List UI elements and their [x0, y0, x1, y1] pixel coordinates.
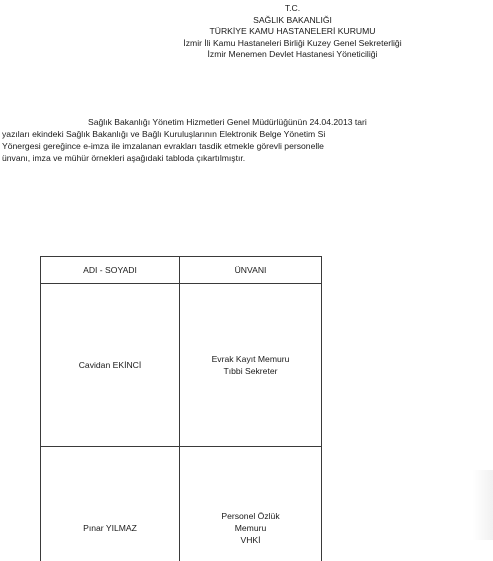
- header-hospital: İzmir Menemen Devlet Hastanesi Yöneticiliği: [207, 49, 378, 60]
- header-secretariat: İzmir İli Kamu Hastaneleri Birliği Kuzey Genel Sekreterliği: [183, 37, 402, 48]
- header-institution: TÜRKİYE KAMU HASTANELERİ KURUMU: [209, 26, 376, 37]
- body-line: Yönergesi gereğince e-imza ile imzalanan evrakları tasdik etmekle görevli personelle: [2, 141, 324, 151]
- column-header-title: ÜNVANI: [180, 257, 322, 284]
- letterhead: [0, 3, 493, 61]
- body-line: Sağlık Bakanlığı Yönetim Hizmetleri Genel Müdürlüğünün 24.04.2013 tari: [88, 117, 367, 127]
- body-line: yazıları ekindeki Sağlık Bakanlığı ve Bağlı Kuruluşlarının Elektronik Belge Yönetim Si: [2, 129, 326, 139]
- staff-name-cell: Pınar YILMAZ: [41, 447, 180, 561]
- body-paragraph: [2, 116, 493, 164]
- body-line: ünvanı, imza ve mühür örnekleri aşağıdaki tabloda çıkartılmıştır.: [2, 153, 246, 163]
- staff-title-cell: [180, 284, 322, 447]
- staff-name-cell: Cavidan EKİNCİ: [41, 284, 180, 447]
- title-line: Personel Özlük: [221, 511, 280, 521]
- table-header-row: [41, 257, 322, 284]
- staff-title-cell: [180, 447, 322, 561]
- title-line: VHKİ: [240, 535, 261, 545]
- header-country: T.C.: [284, 3, 301, 13]
- column-header-name: ADI - SOYADI: [41, 257, 180, 284]
- scan-edge-shadow: [473, 470, 493, 540]
- title-line: Tıbbi Sekreter: [223, 366, 278, 376]
- title-line: Evrak Kayıt Memuru: [211, 354, 290, 364]
- signature-table: [40, 256, 322, 561]
- header-ministry: SAĞLIK BAKANLIĞI: [253, 14, 332, 25]
- title-line: Memuru: [234, 523, 267, 533]
- table-row: [41, 284, 322, 447]
- table-row: [41, 447, 322, 561]
